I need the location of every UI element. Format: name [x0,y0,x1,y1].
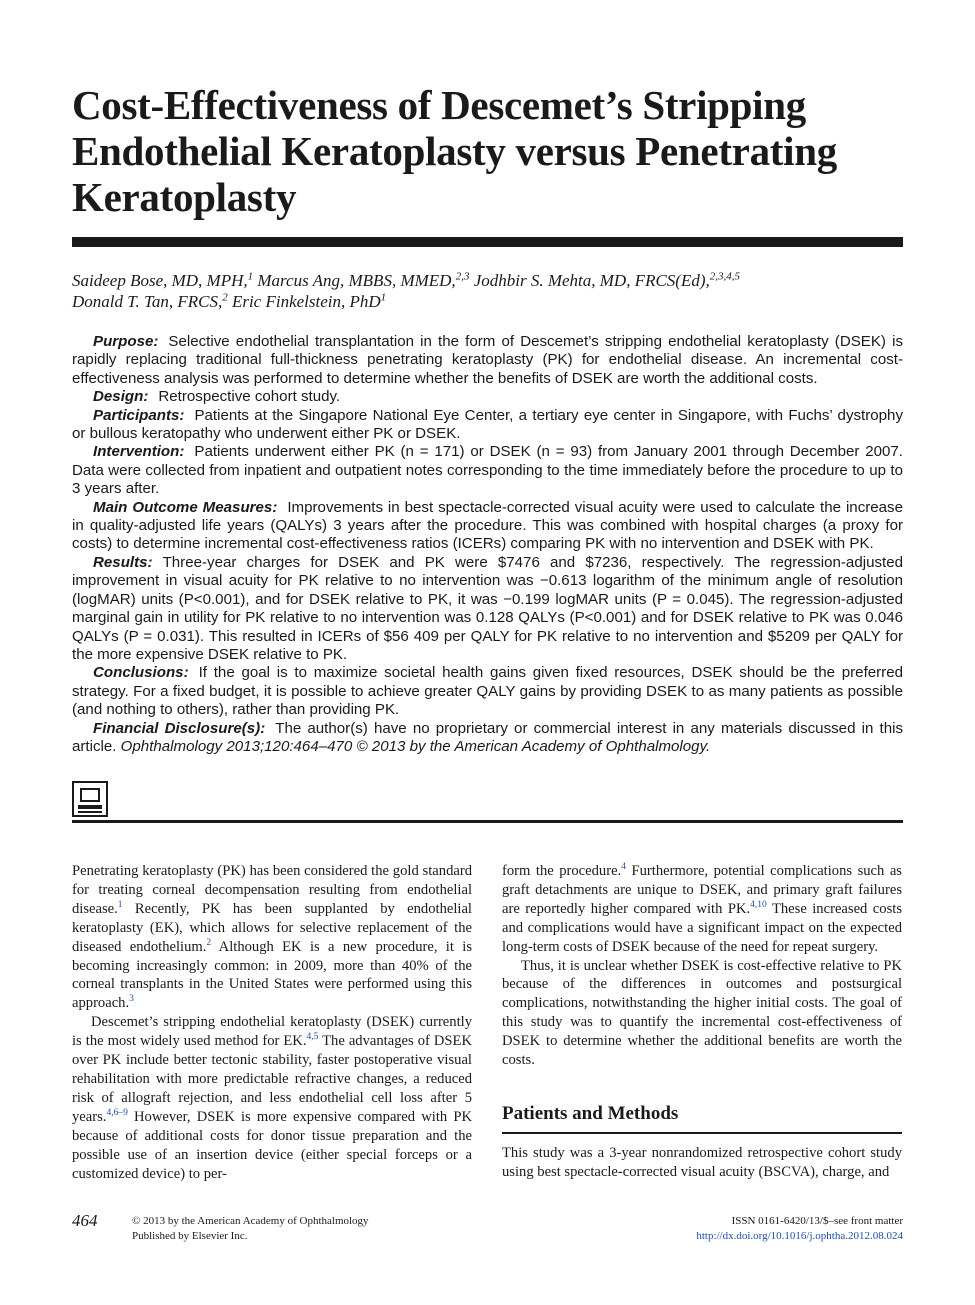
body-text: Although EK is a new procedure, it is becoming increasingly common: in 2009, more than 40% of the corneal transplants in the United States were performed using this approach. [72,938,472,1012]
abstract [72,333,903,756]
abstract-label: Design: [93,388,149,406]
author-affiliation: 2 [222,291,228,304]
abstract-text: Patients underwent either PK (n = 171) or DSEK (n = 93) from January 2001 through December 2007. Data were collected from inpatient and outpatient notes corresponding to the time immediately before the procedure to up to 3 years after. [72,443,903,498]
body-paragraph: This study was a 3-year nonrandomized retrospective cohort study using best spectacle-corrected visual acuity (BSCVA), charge, and [502,1144,902,1180]
body-text: Recently, PK has been supplanted by endothelial keratoplasty (EK), which allows for selective replacement of the diseased endothelium. [72,900,472,955]
abstract-text: Patients at the Singapore National Eye Center, a tertiary eye center in Singapore, with Fuchs’ dystrophy or bullous keratopathy who underwent either PK or DSEK. [72,406,903,443]
abstract-text: Three-year charges for DSEK and PK were $7476 and $7236, respectively. The regression-adjusted improvement in visual acuity for PK relative to no intervention was −0.613 logarithm of the minimum angle of resolution (logMAR) units (P<0.001), and for DSEK relative to PK, it was −0.199 logMAR units (P = 0.045). The regression-adjusted marginal gain in utility for PK relative to no intervention was 0.128 QALYs (P<0.001) and for DSEK relative to PK was 0.046 QALYs (P = 0.031). This resulted in ICERs of $56 409 per QALY for PK relative to no intervention and $5209 per QALY for the more expensive DSEK relative to PK. [72,553,903,663]
doi-link[interactable]: http://dx.doi.org/10.1016/j.ophtha.2012.08.024 [696,1230,903,1242]
author-line-2 [72,291,903,312]
abstract-section [72,554,903,664]
reference-link[interactable]: 4,6–9 [106,1107,128,1118]
body-text: These increased costs and complications would have a significant impact on the expected long-term costs of DSEK because of the need for repeat surgery. [502,900,902,955]
abstract-section [72,720,903,757]
author-name: Saideep Bose, MD, MPH, [72,271,248,290]
body-column-left [72,862,472,1183]
author-name: Donald T. Tan, FRCS, [72,292,223,311]
body-column-right [502,862,902,1182]
section-heading: Patients and Methods [502,1102,902,1134]
publisher-info [132,1214,432,1244]
abstract-section [72,664,903,719]
reference-link[interactable]: 1 [117,899,123,910]
page-number: 464 [72,1211,98,1230]
body-text: Descemet’s stripping endothelial keratoplasty (DSEK) currently is the most widely used method for EK. [72,1014,472,1050]
abstract-section [72,388,903,406]
author-name: Jodhbir S. Mehta, MD, FRCS(Ed), [469,271,710,290]
abstract-text: Improvements in best spectacle-corrected visual acuity were used to calculate the increase in quality-adjusted life years (QALYs) 3 years after the procedure. This was combined with hospital charges (a proxy for costs) to determine incremental cost-effectiveness ratios (ICERs) comparing PK with no intervention and DSEK with PK. [72,498,903,553]
abstract-section [72,333,903,388]
abstract-text: Retrospective cohort study. [158,388,341,406]
issn-line: ISSN 0161-6420/13/$–see front matter [731,1215,903,1227]
abstract-label: Results: [93,553,153,571]
reference-link[interactable]: 4,10 [750,899,767,910]
abstract-rule [72,820,903,823]
abstract-label: Financial Disclosure(s): [93,719,266,737]
title-rule [72,237,903,247]
author-line-1 [72,270,903,291]
body-text: Penetrating keratoplasty (PK) has been considered the gold standard for treating corneal decompensation resulting from endothelial disease. [72,863,472,917]
abstract-text: Selective endothelial transplantation in the form of Descemet’s stripping endothelial keratoplasty (DSEK) is rapidly replacing traditional full-thickness penetrating keratoplasty (PK) for endothelial disease. An incremental cost-effectiveness analysis was performed to determine whether the benefits of DSEK are worth the additional costs. [72,333,903,387]
author-affiliation: 1 [380,291,387,304]
computer-monitor-icon[interactable] [72,781,108,817]
abstract-section [72,499,903,554]
author-affiliation: 1 [247,270,254,283]
footer-right [543,1214,903,1244]
abstract-text: If the goal is to maximize societal health gains given fixed resources, DSEK should be the preferred strategy. For a fixed budget, it is possible to achieve greater QALY gains by providing DSEK to as many patients as possible (and nothing to others), rather than providing PK. [72,664,903,719]
abstract-section [72,443,903,498]
author-list [72,270,903,312]
abstract-label: Intervention: [93,443,185,461]
copyright-line: © 2013 by the American Academy of Ophthalmology [132,1215,369,1227]
abstract-label: Main Outcome Measures: [93,498,278,516]
body-text: The advantages of DSEK over PK include better tectonic stability, faster postoperative visual rehabilitation with more predictable refractive changes, a reduced risk of allograft rejection, and less endothelial cell loss after 5 years. [72,1033,472,1125]
author-affiliation: 2,3,4,5 [709,270,741,283]
abstract-section [72,407,903,444]
citation: Ophthalmology 2013;120:464–470 © 2013 by the American Academy of Ophthalmology. [120,737,711,755]
body-paragraph: Thus, it is unclear whether DSEK is cost-effective relative to PK because of the differences in outcomes and postsurgical complications, notwithstanding the higher initial costs. The goal of this study was to quantify the incremental cost-effectiveness of DSEK to determine whether the additional benefits are worth the costs. [502,957,902,1069]
body-paragraph [502,862,902,957]
reference-link[interactable]: 2 [206,937,212,948]
abstract-label: Conclusions: [93,664,189,682]
reference-link[interactable]: 3 [129,994,134,1005]
author-name: Eric Finkelstein, PhD [227,292,381,311]
body-text: form the procedure. [502,863,622,879]
body-text: However, DSEK is more expensive compared with PK because of additional costs for donor tissue preparation and the possible use of an insertion device (either special forceps or a customized device) to per- [72,1108,472,1182]
abstract-label: Purpose: [93,333,159,350]
body-paragraph [72,1013,472,1183]
abstract-label: Participants: [93,406,185,424]
body-text: Furthermore, potential complications such as graft detachments are unique to DSEK, and primary graft failures are reportedly higher compared with PK. [502,863,902,917]
author-name: Marcus Ang, MBBS, MMED, [253,271,456,290]
article-title: Cost-Effectiveness of Descemet’s Stripping Endothelial Keratoplasty versus Penetrating Keratoplasty [72,82,837,220]
abstract-text: The author(s) have no proprietary or commercial interest in any materials discussed in this article. [72,719,903,755]
body-paragraph [72,862,472,1013]
reference-link[interactable]: 4,5 [306,1032,319,1043]
reference-link[interactable]: 4 [621,862,626,873]
author-affiliation: 2,3 [455,270,470,283]
publisher-line: Published by Elsevier Inc. [132,1230,248,1242]
